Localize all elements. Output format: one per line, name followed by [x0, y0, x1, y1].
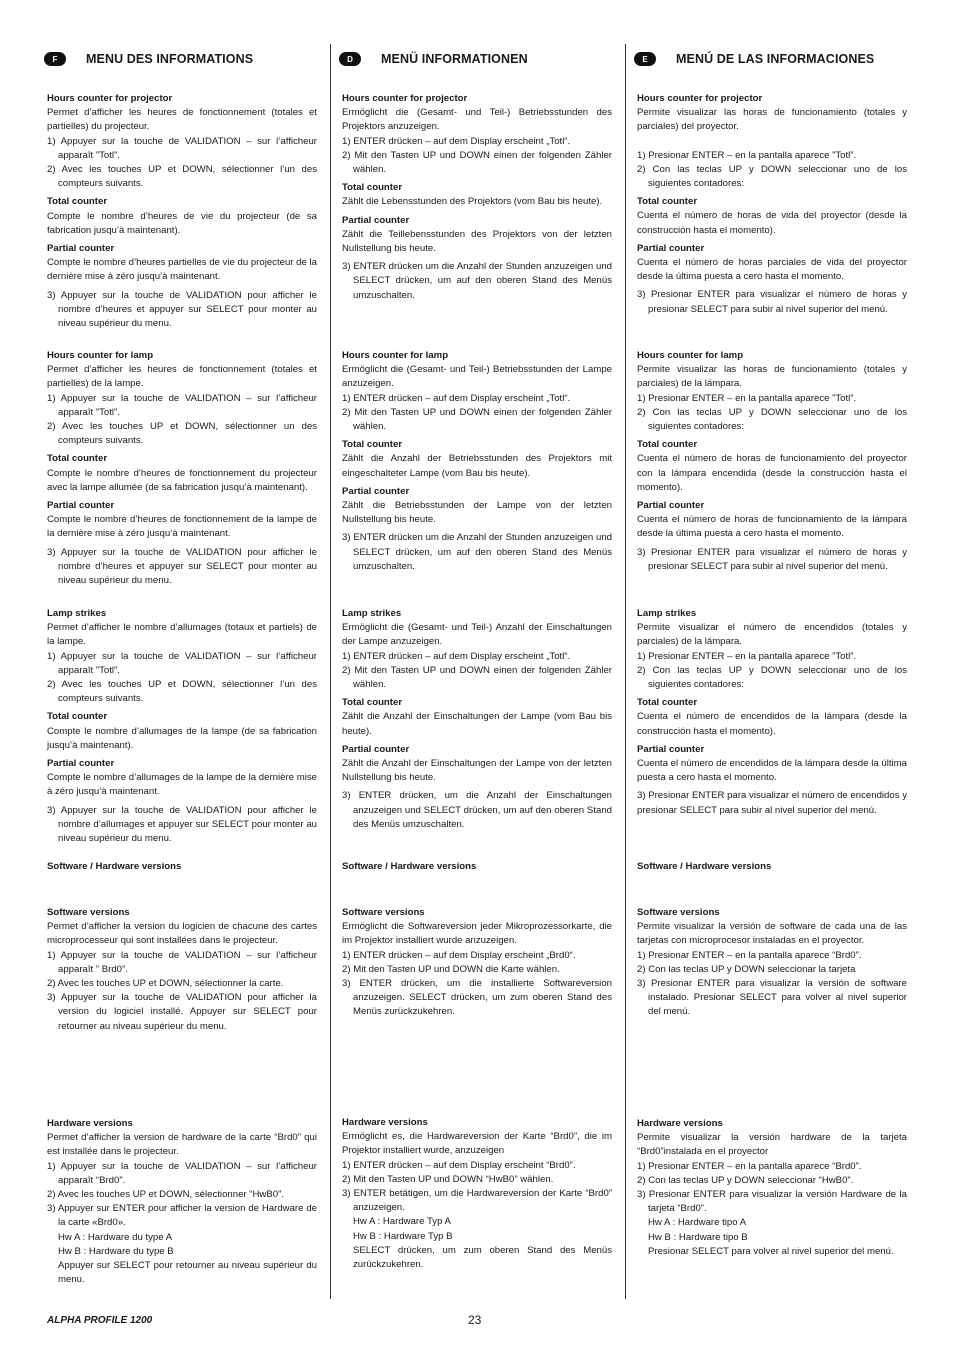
- column-title: MENU DES INFORMATIONS: [86, 52, 254, 66]
- step-item: 1) ENTER drücken – auf dem Display erscheint “Brd0”.: [342, 1159, 576, 1171]
- paragraph: Permite visualizar la versión de software de cada una de las tarjetas con microprocesor instaladas en el proyector.: [637, 921, 907, 947]
- paragraph: Compte le nombre d’heures de fonctionnement de la lampe de la dernière mise à zéro jusqu’à maintenant.: [47, 514, 317, 540]
- step-item: 2) Mit den Tasten UP und DOWN einen der folgenden Zähler wählen.: [342, 664, 612, 691]
- paragraph: Permet d’afficher la version de hardware de la carte “Brd0” qui est installée dans le projecteur.: [47, 1132, 317, 1158]
- section-heading: Total counter: [47, 196, 108, 208]
- document-title: ALPHA PROFILE 1200: [47, 1315, 153, 1326]
- step-item: 2) Con las teclas UP y DOWN seleccionar uno de los siguientes contadores:: [637, 664, 907, 691]
- step-item: 2) Mit den Tasten UP und DOWN einen der folgenden Zähler wählen.: [342, 149, 612, 176]
- paragraph: Permet d’afficher le nombre d’allumages (totaux et partiels) de la lampe.: [47, 622, 317, 648]
- section-heading: Partial counter: [47, 243, 115, 255]
- indented-line: Hw A : Hardware Typ A: [353, 1216, 451, 1228]
- step-item: 2) Avec les touches UP et DOWN, sélectionner l’un des compteurs suivants.: [47, 679, 317, 705]
- paragraph: Ermöglicht die (Gesamt- und Teil-) Betriebsstunden der Lampe anzuzeigen.: [342, 364, 612, 390]
- step-item: 3) ENTER betätigen, um die Hardwareversion der Karte “Brd0” anzuzeigen.: [342, 1188, 612, 1214]
- step-item: 3) Appuyer sur la touche de VALIDATION pour afficher le nombre d’heures et appuyer sur SELECT pour monter au niveau supérieur du menu.: [47, 289, 317, 330]
- section-heading: Partial counter: [637, 500, 705, 512]
- step-item: 2) Avec les touches UP et DOWN, sélectionner la carte.: [47, 978, 284, 990]
- indented-line: Hw B : Hardware tipo B: [648, 1231, 748, 1243]
- paragraph: 3) Presionar ENTER para visualizar el número de encendidos y presionar SELECT para subir al nivel superior del menú.: [637, 790, 907, 816]
- section-heading: Hours counter for projector: [47, 93, 173, 104]
- step-item: 1) ENTER drücken – auf dem Display erscheint „Totl“.: [342, 650, 571, 662]
- paragraph: Permet d’afficher les heures de fonctionnement (totales et partielles) du projecteur.: [47, 107, 317, 133]
- paragraph: Zählt die Teillebensstunden des Projektors von der letzten Nullstellung bis heute.: [342, 228, 612, 255]
- section-block: [637, 607, 907, 818]
- step-item: 2) Mit den Tasten UP und DOWN einen der folgenden Zähler wählen.: [342, 406, 612, 433]
- paragraph: Zählt die Lebensstunden des Projektors (vom Bau bis heute).: [342, 196, 603, 208]
- section-block: [47, 349, 317, 588]
- section-heading: Software versions: [637, 907, 720, 918]
- step-item: 1) Presionar ENTER – en la pantalla aparece ”Totl”.: [637, 149, 857, 161]
- section-heading: Partial counter: [637, 242, 705, 254]
- paragraph: Compte le nombre d’allumages de la lampe (de sa fabrication jusqu’à maintenant).: [47, 725, 317, 751]
- paragraph: Cuenta el número de encendidos de la lámpara (desde la construcción hasta el momento).: [637, 711, 907, 737]
- paragraph: Compte le nombre d’allumages de la lampe de la dernière mise à zéro jusqu’à maintenant.: [47, 772, 317, 798]
- step-item: 1) Appuyer sur la touche de VALIDATION – sur l’afficheur apparaît ”Totl”.: [47, 135, 317, 161]
- step-item: 3) Presionar ENTER para visualizar la versión de software instalado. Presionar SELECT para volver al nivel superior del menú.: [637, 978, 907, 1018]
- section-block: [47, 906, 317, 1034]
- paragraph: Permite visualizar las horas de funcionamiento (totales y parciales) del proyector.: [637, 107, 907, 133]
- section-block: [342, 349, 612, 574]
- step-item: 1) Presionar ENTER – en la pantalla aparece “Brd0”.: [637, 949, 862, 961]
- section-block: [342, 92, 612, 303]
- section-heading: Total counter: [637, 439, 698, 451]
- section-heading: Total counter: [47, 453, 108, 465]
- section-block: [637, 349, 907, 574]
- section-heading: Software / Hardware versions: [47, 861, 182, 872]
- indented-line: Presionar SELECT para volver al nivel superior del menú.: [648, 1245, 894, 1257]
- step-item: 1) Presionar ENTER – en la pantalla aparece “Brd0”.: [637, 1160, 862, 1172]
- step-item: 2) Avec les touches UP et DOWN, sélectionner “HwB0”.: [47, 1189, 284, 1201]
- paragraph: Zählt die Anzahl der Betriebsstunden des Projektors mit eingeschalteter Lampe (vom Bau bis heute).: [342, 453, 612, 479]
- step-item: 3) ENTER drücken, um die installierte Softwareversion anzuzeigen. SELECT drücken, um zum oberen Stand des Menüs zurückzukehren.: [342, 978, 612, 1018]
- column-divider-left: [330, 44, 331, 1299]
- section-heading: Lamp strikes: [342, 608, 402, 619]
- paragraph: Compte le nombre d’heures de vie du projecteur (de sa fabrication jusqu’à maintenant).: [47, 210, 317, 236]
- paragraph: Cuenta el número de horas de funcionamiento del proyector con la lámpara encendida (desde la construcción hasta el momento).: [637, 453, 907, 493]
- section-heading: Partial counter: [342, 743, 410, 755]
- step-item: 2) Con las teclas UP y DOWN seleccionar “HwB0”.: [637, 1174, 854, 1186]
- section-block: [637, 92, 907, 317]
- paragraph: Compte le nombre d’heures de fonctionnement du projecteur avec la lampe allumée (de sa fabrication jusqu’à maintenant).: [47, 467, 317, 493]
- paragraph: Zählt die Betriebsstunden der Lampe von der letzten Nullstellung bis heute.: [342, 500, 612, 526]
- paragraph: Cuenta el número de encendidos de la lámpara desde la última puesta a cero hasta el momento.: [637, 758, 907, 784]
- section-heading: Hours counter for lamp: [47, 350, 154, 361]
- column-divider-right: [625, 44, 626, 1299]
- step-item: 3) Appuyer sur ENTER pour afficher la version de Hardware de la carte «Brd0».: [47, 1203, 317, 1229]
- section-heading: Total counter: [47, 711, 108, 723]
- section-heading: Hours counter for lamp: [637, 350, 744, 361]
- indented-line: Appuyer sur SELECT pour retourner au niveau supérieur du menu.: [58, 1260, 317, 1286]
- page-number: 23: [468, 1313, 482, 1327]
- column-title: MENÜ INFORMATIONEN: [381, 52, 528, 66]
- section-heading: Hours counter for projector: [637, 93, 763, 104]
- section-heading: Total counter: [342, 439, 403, 451]
- paragraph: Cuenta el número de horas parciales de vida del proyector desde la última puesta a cero hasta el momento.: [637, 257, 907, 283]
- section-heading: Software / Hardware versions: [342, 861, 477, 872]
- step-item: 2) Con las teclas UP y DOWN seleccionar uno de los siguientes contadores:: [637, 163, 907, 190]
- section-heading: Total counter: [342, 697, 403, 709]
- section-block: [47, 860, 317, 874]
- spacer: [637, 135, 907, 149]
- column-spanish: [637, 48, 907, 1257]
- section-heading: Hours counter for projector: [342, 93, 468, 104]
- section-heading: Software versions: [342, 907, 425, 918]
- paragraph: Zählt die Anzahl der Einschaltungen der Lampe (vom Bau bis heute).: [342, 711, 612, 737]
- step-item: 3) Presionar ENTER para visualizar el número de horas y presionar SELECT para subir al nivel superior del menú.: [637, 546, 907, 572]
- step-item: 3) ENTER drücken um die Anzahl der Stunden anzuzeigen und SELECT drücken, um auf den oberen Stand des Menüs umzuschalten.: [342, 261, 612, 301]
- section-heading: Hours counter for lamp: [342, 350, 449, 361]
- paragraph: Permite visualizar las horas de funcionamiento (totales y parciales) de la lámpara.: [637, 364, 907, 390]
- section-block: [342, 860, 612, 874]
- column-header: [44, 48, 317, 70]
- section-block: [342, 607, 612, 832]
- step-item: 1) Appuyer sur la touche de VALIDATION – sur l’afficheur apparaît ”Totl”.: [47, 650, 317, 676]
- indented-line: Hw B : Hardware Typ B: [353, 1230, 453, 1242]
- section-heading: Hardware versions: [637, 1118, 723, 1129]
- step-item: 2) Avec les touches UP et DOWN, sélectionner un des compteurs suivants.: [47, 421, 317, 447]
- indented-line: Hw A : Hardware tipo A: [648, 1217, 747, 1229]
- section-heading: Partial counter: [637, 743, 705, 755]
- section-heading: Total counter: [637, 697, 698, 709]
- paragraph: Cuenta el número de horas de funcionamiento de la lámpara desde la última puesta a cero hasta el momento.: [637, 514, 907, 540]
- section-heading: Hardware versions: [47, 1118, 133, 1129]
- section-heading: Lamp strikes: [637, 608, 697, 619]
- section-block: [342, 906, 612, 1020]
- section-heading: Partial counter: [342, 485, 410, 497]
- step-item: 3) ENTER drücken um die Anzahl der Stunden anzuzeigen und SELECT drücken, um auf den oberen Stand des Menüs umzuschalten.: [342, 532, 612, 572]
- section-block: [637, 1117, 907, 1259]
- paragraph: Ermöglicht die (Gesamt- und Teil-) Anzahl der Einschaltungen der Lampe anzuzeigen.: [342, 622, 612, 648]
- section-heading: Hardware versions: [342, 1117, 428, 1128]
- section-heading: Software / Hardware versions: [637, 861, 772, 872]
- column-title: MENÚ DE LAS INFORMACIONES: [676, 52, 875, 66]
- column-german: [342, 48, 612, 1271]
- section-heading: Partial counter: [342, 214, 410, 226]
- step-item: 3) ENTER drücken, um die Anzahl der Einschaltungen anzuzeigen und SELECT drücken, um auf den oberen Stand des Menüs umzuschalten.: [342, 790, 612, 830]
- indented-line: SELECT drücken, um zum oberen Stand des Menüs zurückzukehren.: [353, 1244, 612, 1271]
- section-block: [637, 860, 907, 874]
- language-badge: F: [44, 52, 66, 66]
- step-item: 3) Appuyer sur la touche de VALIDATION pour afficher la version du logiciel installé. Appuyer sur SELECT pour retourner au niveau supérieur du menu.: [47, 992, 317, 1032]
- paragraph: Permite visualizar el número de encendidos (totales y parciales) de la lámpara.: [637, 622, 907, 648]
- step-item: 1) ENTER drücken – auf dem Display erscheint „Totl“.: [342, 135, 571, 147]
- step-item: 1) Appuyer sur la touche de VALIDATION – sur l’afficheur apparaît “Brd0”.: [47, 1160, 317, 1186]
- language-badge: D: [339, 52, 361, 66]
- step-item: 2) Con las teclas UP y DOWN seleccionar uno de los siguientes contadores:: [637, 406, 907, 433]
- step-item: 2) Mit den Tasten UP und DOWN “HwB0” wählen.: [342, 1173, 554, 1185]
- step-item: 1) ENTER drücken – auf dem Display erscheint „Brd0“.: [342, 949, 576, 961]
- paragraph: Permite visualizar la versión hardware de la tarjeta “Brd0”instalada en el proyector: [637, 1132, 907, 1158]
- section-block: [342, 1116, 612, 1272]
- step-item: 1) Presionar ENTER – en la pantalla aparece ”Totl”.: [637, 650, 857, 662]
- column-french: [47, 48, 317, 1286]
- indented-line: Hw A : Hardware du type A: [58, 1231, 173, 1243]
- paragraph: Zählt die Anzahl der Einschaltungen der Lampe von der letzten Nullstellung bis heute.: [342, 758, 612, 784]
- column-header: [634, 48, 907, 70]
- step-item: 3) Appuyer sur la touche de VALIDATION pour afficher le nombre d’allumages et appuyer sur SELECT pour monter au niveau supérieur du menu.: [47, 804, 317, 845]
- step-item: 1) Presionar ENTER – en la pantalla aparece ”Totl”.: [637, 392, 857, 404]
- section-heading: Software versions: [47, 907, 130, 918]
- paragraph: Ermöglicht die Softwareversion jeder Mikroprozessorkarte, die im Projektor installiert wurde anzuzeigen.: [342, 921, 612, 947]
- paragraph: Permet d’afficher les heures de fonctionnement (totales et partielles) de la lampe.: [47, 364, 317, 390]
- indented-line: Hw B : Hardware du type B: [58, 1245, 174, 1257]
- step-item: 1) Appuyer sur la touche de VALIDATION – sur l’afficheur apparaît ”Totl”.: [47, 392, 317, 418]
- section-heading: Partial counter: [47, 758, 115, 770]
- step-item: 1) Appuyer sur la touche de VALIDATION – sur l’afficheur apparaît ” Brd0”.: [47, 949, 317, 975]
- step-item: 1) ENTER drücken – auf dem Display erscheint „Totl“.: [342, 392, 571, 404]
- step-item: 2) Con las teclas UP y DOWN seleccionar la tarjeta: [637, 963, 856, 975]
- section-heading: Total counter: [637, 196, 698, 208]
- paragraph: Cuenta el número de horas de vida del proyector (desde la construcción hasta el momento).: [637, 210, 907, 236]
- step-item: 3) Appuyer sur la touche de VALIDATION pour afficher le nombre d’heures et appuyer sur SELECT pour monter au niveau supérieur du menu.: [47, 546, 317, 587]
- paragraph: Ermöglicht es, die Hardwareversion der Karte “Brd0”, die im Projektor installiert wurde, anzuzeigen: [342, 1131, 612, 1157]
- language-badge: E: [634, 52, 656, 66]
- section-block: [47, 607, 317, 846]
- step-item: 2) Mit den Tasten UP und DOWN die Karte wählen.: [342, 963, 560, 975]
- section-block: [47, 92, 317, 331]
- section-heading: Partial counter: [47, 500, 115, 512]
- section-heading: Lamp strikes: [47, 608, 107, 619]
- section-heading: Total counter: [342, 182, 403, 194]
- section-block: [47, 1117, 317, 1287]
- column-header: [339, 48, 612, 70]
- step-item: 2) Avec les touches UP et DOWN, sélectionner l’un des compteurs suivants.: [47, 164, 317, 190]
- step-item: 3) Presionar ENTER para visualizar la versión Hardware de la tarjeta “Brd0”.: [637, 1189, 907, 1215]
- paragraph: Permet d’afficher la version du logicien de chacune des cartes microprocesseur qui sont installées dans le projecteur.: [47, 921, 317, 947]
- paragraph: Compte le nombre d’heures partielles de vie du projecteur de la dernière mise à zéro jusqu’à maintenant.: [47, 257, 317, 283]
- section-block: [637, 906, 907, 1020]
- step-item: 3) Presionar ENTER para visualizar el número de horas y presionar SELECT para subir al nivel superior del menú.: [637, 289, 907, 315]
- paragraph: Ermöglicht die (Gesamt- und Teil-) Betriebsstunden des Projektors anzuzeigen.: [342, 107, 612, 133]
